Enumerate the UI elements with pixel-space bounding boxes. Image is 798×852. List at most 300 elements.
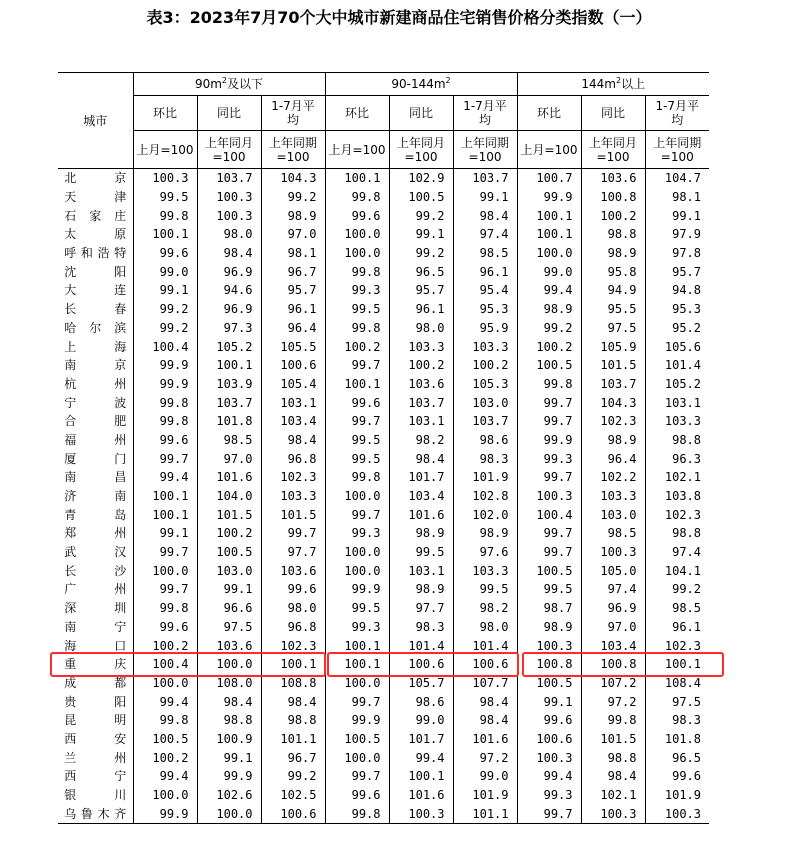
index-value: 100.0 — [133, 674, 197, 693]
index-value: 99.8 — [325, 262, 389, 281]
index-value: 99.7 — [517, 468, 581, 487]
index-value: 97.0 — [197, 449, 261, 468]
index-value: 103.1 — [261, 393, 325, 412]
city-name: 西安 — [64, 731, 127, 746]
index-value: 99.7 — [261, 524, 325, 543]
index-value: 97.3 — [197, 319, 261, 338]
index-value: 98.9 — [581, 244, 645, 263]
index-value: 103.1 — [645, 393, 709, 412]
index-value: 99.6 — [261, 580, 325, 599]
index-value: 99.0 — [133, 262, 197, 281]
index-value: 98.4 — [453, 692, 517, 711]
index-value: 100.1 — [325, 636, 389, 655]
index-value: 101.1 — [453, 804, 517, 823]
index-value: 97.0 — [581, 618, 645, 637]
index-value: 99.5 — [453, 580, 517, 599]
index-value: 97.5 — [197, 618, 261, 637]
city-name: 合肥 — [64, 414, 127, 429]
index-value: 103.3 — [645, 412, 709, 431]
city-name: 呼和浩特 — [64, 246, 127, 261]
index-value: 100.1 — [133, 505, 197, 524]
index-value: 98.4 — [197, 692, 261, 711]
index-value: 98.5 — [645, 599, 709, 618]
index-value: 97.6 — [453, 543, 517, 562]
index-value: 103.3 — [261, 487, 325, 506]
table-row — [58, 262, 709, 281]
city-name: 厦门 — [64, 451, 127, 466]
index-value: 100.1 — [517, 206, 581, 225]
group-header-medium: $90-144m^2$ — [325, 73, 517, 96]
index-value: 97.7 — [389, 599, 453, 618]
index-value: 99.2 — [389, 244, 453, 263]
index-value: 99.3 — [517, 786, 581, 805]
index-value: 99.7 — [325, 767, 389, 786]
index-value: 100.2 — [517, 337, 581, 356]
group-header-small: $90m^2$及以下 — [133, 73, 325, 96]
index-value: 103.0 — [581, 505, 645, 524]
index-value: 100.3 — [581, 543, 645, 562]
city-name: 福州 — [64, 432, 127, 447]
index-value: 101.5 — [581, 356, 645, 375]
index-value: 99.8 — [325, 804, 389, 823]
index-value: 100.6 — [261, 356, 325, 375]
table-row — [58, 169, 709, 188]
index-value: 100.3 — [133, 169, 197, 188]
city-name: 乌鲁木齐 — [58, 804, 133, 823]
index-value: 99.4 — [517, 767, 581, 786]
subheader-avg: 1-7月平 均 — [453, 96, 517, 131]
index-value: 97.4 — [645, 543, 709, 562]
table-row — [58, 561, 709, 580]
index-value: 96.4 — [581, 449, 645, 468]
index-value: 99.2 — [261, 188, 325, 207]
city-name: 宁波 — [64, 395, 127, 410]
table-row — [58, 319, 709, 338]
index-value: 100.1 — [197, 356, 261, 375]
highlight-box-medium — [327, 652, 519, 677]
index-value: 95.7 — [389, 281, 453, 300]
index-value: 103.0 — [197, 561, 261, 580]
table-row — [58, 505, 709, 524]
index-value: 99.5 — [325, 449, 389, 468]
index-value: 98.3 — [389, 618, 453, 637]
index-value: 99.7 — [133, 449, 197, 468]
index-value: 96.1 — [453, 262, 517, 281]
index-value: 98.4 — [453, 711, 517, 730]
index-value: 103.3 — [453, 561, 517, 580]
index-value: 104.7 — [645, 169, 709, 188]
index-value: 100.3 — [517, 636, 581, 655]
index-value: 100.0 — [325, 561, 389, 580]
index-value: 98.0 — [389, 319, 453, 338]
index-value: 99.7 — [133, 543, 197, 562]
index-value: 100.8 — [581, 655, 645, 674]
index-value: 100.2 — [325, 337, 389, 356]
index-value: 100.0 — [133, 786, 197, 805]
index-value: 100.0 — [325, 487, 389, 506]
index-value: 96.1 — [389, 300, 453, 319]
subheader-mom: 环比 — [133, 96, 197, 131]
index-value: 107.2 — [581, 674, 645, 693]
index-value: 100.1 — [325, 655, 389, 674]
index-value: 103.7 — [453, 412, 517, 431]
city-name: 长春 — [64, 302, 127, 317]
index-value: 99.1 — [517, 692, 581, 711]
index-value: 102.3 — [261, 636, 325, 655]
index-value: 99.1 — [645, 206, 709, 225]
city-name: 济南 — [64, 489, 127, 504]
index-value: 101.5 — [197, 505, 261, 524]
index-value: 100.3 — [517, 487, 581, 506]
index-value: 99.1 — [453, 188, 517, 207]
index-value: 100.1 — [133, 487, 197, 506]
index-value: 98.6 — [389, 692, 453, 711]
base-mom: 上月=100 — [517, 131, 581, 169]
index-value: 96.7 — [261, 748, 325, 767]
subheader-yoy: 同比 — [197, 96, 261, 131]
city-name: 南宁 — [64, 619, 127, 634]
index-value: 99.9 — [133, 356, 197, 375]
index-value: 100.5 — [517, 674, 581, 693]
table-row — [58, 206, 709, 225]
table-row — [58, 767, 709, 786]
index-value: 105.7 — [389, 674, 453, 693]
base-avg: 上年同期 =100 — [645, 131, 709, 169]
index-value: 100.3 — [581, 804, 645, 823]
index-value: 98.3 — [453, 449, 517, 468]
index-value: 99.1 — [133, 524, 197, 543]
index-value: 96.5 — [389, 262, 453, 281]
index-value: 105.3 — [453, 375, 517, 394]
index-value: 94.9 — [581, 281, 645, 300]
table-row — [58, 487, 709, 506]
index-value: 99.7 — [517, 804, 581, 823]
index-value: 101.6 — [197, 468, 261, 487]
index-value: 95.8 — [581, 262, 645, 281]
table-row — [58, 188, 709, 207]
index-value: 99.3 — [517, 449, 581, 468]
index-value: 95.7 — [261, 281, 325, 300]
index-value: 95.9 — [453, 319, 517, 338]
city-name: 石家庄 — [64, 208, 127, 223]
city-name: 西宁 — [64, 769, 127, 784]
index-value: 100.1 — [261, 655, 325, 674]
index-value: 96.5 — [645, 748, 709, 767]
index-value: 98.8 — [645, 431, 709, 450]
city-name: 南昌 — [64, 470, 127, 485]
index-value: 99.7 — [517, 543, 581, 562]
index-value: 99.7 — [325, 692, 389, 711]
index-value: 103.3 — [453, 337, 517, 356]
index-value: 100.6 — [389, 655, 453, 674]
index-value: 100.0 — [325, 543, 389, 562]
subheader-yoy: 同比 — [389, 96, 453, 131]
index-value: 101.6 — [453, 730, 517, 749]
index-value: 100.5 — [133, 730, 197, 749]
index-value: 100.3 — [645, 804, 709, 823]
index-value: 99.8 — [325, 468, 389, 487]
index-value: 98.9 — [453, 524, 517, 543]
table-row — [58, 468, 709, 487]
index-value: 99.4 — [517, 281, 581, 300]
index-value: 103.3 — [581, 487, 645, 506]
table-row — [58, 711, 709, 730]
index-value: 99.3 — [325, 281, 389, 300]
index-value: 100.6 — [261, 804, 325, 823]
city-name: 大连 — [64, 283, 127, 298]
index-value: 100.1 — [389, 767, 453, 786]
index-value: 99.6 — [133, 431, 197, 450]
index-value: 99.8 — [517, 375, 581, 394]
index-value: 96.1 — [645, 618, 709, 637]
base-avg: 上年同期 =100 — [453, 131, 517, 169]
index-value: 99.5 — [389, 543, 453, 562]
base-yoy: 上年同月 =100 — [389, 131, 453, 169]
index-value: 99.5 — [517, 580, 581, 599]
index-value: 101.9 — [453, 468, 517, 487]
city-name: 海口 — [64, 638, 127, 653]
index-value: 98.9 — [389, 524, 453, 543]
table-row — [58, 543, 709, 562]
index-value: 99.5 — [133, 188, 197, 207]
index-value: 99.8 — [133, 599, 197, 618]
index-value: 105.6 — [645, 337, 709, 356]
index-value: 100.3 — [197, 206, 261, 225]
index-value: 99.2 — [133, 319, 197, 338]
index-value: 102.1 — [645, 468, 709, 487]
index-value: 103.6 — [197, 636, 261, 655]
table-row — [58, 580, 709, 599]
index-value: 99.8 — [325, 188, 389, 207]
index-value: 96.9 — [197, 262, 261, 281]
city-name: 北京 — [64, 171, 127, 186]
index-value: 103.1 — [389, 561, 453, 580]
city-name: 重庆 — [64, 657, 127, 672]
city-name: 青岛 — [64, 507, 127, 522]
index-value: 99.7 — [325, 356, 389, 375]
index-value: 98.8 — [581, 748, 645, 767]
index-value: 100.0 — [517, 244, 581, 263]
table-row — [58, 618, 709, 637]
index-value: 101.8 — [197, 412, 261, 431]
index-value: 99.7 — [517, 412, 581, 431]
city-name: 深圳 — [64, 601, 127, 616]
index-value: 96.6 — [197, 599, 261, 618]
index-value: 99.7 — [325, 505, 389, 524]
index-value: 97.0 — [261, 225, 325, 244]
index-value: 99.9 — [517, 431, 581, 450]
index-value: 105.4 — [261, 375, 325, 394]
index-value: 100.5 — [517, 356, 581, 375]
index-value: 99.4 — [133, 692, 197, 711]
index-value: 98.9 — [517, 300, 581, 319]
index-value: 99.6 — [133, 618, 197, 637]
city-name: 贵阳 — [64, 694, 127, 709]
table-row — [58, 300, 709, 319]
index-value: 95.4 — [453, 281, 517, 300]
index-value: 98.9 — [581, 431, 645, 450]
index-value: 103.1 — [389, 412, 453, 431]
index-value: 96.7 — [261, 262, 325, 281]
index-value: 98.4 — [389, 449, 453, 468]
index-value: 105.2 — [645, 375, 709, 394]
city-name: 天津 — [64, 190, 127, 205]
index-value: 105.2 — [197, 337, 261, 356]
highlight-box-large — [522, 652, 724, 677]
index-value: 103.6 — [261, 561, 325, 580]
index-value: 94.6 — [197, 281, 261, 300]
index-value: 99.7 — [325, 412, 389, 431]
index-value: 102.3 — [261, 468, 325, 487]
index-value: 99.7 — [517, 524, 581, 543]
index-value: 98.9 — [389, 580, 453, 599]
subheader-mom: 环比 — [325, 96, 389, 131]
index-value: 101.9 — [453, 786, 517, 805]
table-row — [58, 244, 709, 263]
index-value: 100.5 — [197, 543, 261, 562]
index-value: 97.2 — [581, 692, 645, 711]
table-row — [58, 281, 709, 300]
index-value: 99.9 — [197, 767, 261, 786]
index-value: 103.8 — [645, 487, 709, 506]
index-value: 105.9 — [581, 337, 645, 356]
index-value: 98.8 — [581, 225, 645, 244]
index-value: 100.2 — [453, 356, 517, 375]
index-value: 103.7 — [197, 169, 261, 188]
index-value: 99.7 — [517, 393, 581, 412]
city-name: 兰州 — [64, 750, 127, 765]
index-value: 99.2 — [517, 319, 581, 338]
index-value: 97.9 — [645, 225, 709, 244]
index-value: 101.7 — [389, 730, 453, 749]
index-value: 99.2 — [645, 580, 709, 599]
table-row — [58, 786, 709, 805]
index-value: 97.4 — [581, 580, 645, 599]
index-value: 98.8 — [261, 711, 325, 730]
table-row — [58, 692, 709, 711]
index-value: 102.3 — [645, 505, 709, 524]
index-value: 101.4 — [389, 636, 453, 655]
index-value: 99.8 — [133, 711, 197, 730]
city-name: 昆明 — [64, 713, 127, 728]
index-value: 99.2 — [261, 767, 325, 786]
subheader-avg: 1-7月平 均 — [645, 96, 709, 131]
index-value: 99.1 — [197, 748, 261, 767]
city-name: 长沙 — [64, 563, 127, 578]
index-value: 99.2 — [133, 300, 197, 319]
index-value: 99.8 — [133, 206, 197, 225]
index-value: 95.3 — [645, 300, 709, 319]
table-row — [58, 524, 709, 543]
index-value: 98.3 — [645, 711, 709, 730]
index-value: 101.8 — [645, 730, 709, 749]
index-value: 100.2 — [197, 524, 261, 543]
index-value: 102.8 — [453, 487, 517, 506]
index-value: 100.1 — [133, 225, 197, 244]
index-value: 103.4 — [261, 412, 325, 431]
index-value: 99.8 — [581, 711, 645, 730]
city-name: 武汉 — [64, 545, 127, 560]
index-value: 97.7 — [261, 543, 325, 562]
index-value: 99.2 — [389, 206, 453, 225]
index-value: 107.7 — [453, 674, 517, 693]
index-value: 100.3 — [197, 188, 261, 207]
index-value: 100.1 — [325, 375, 389, 394]
subheader-mom: 环比 — [517, 96, 581, 131]
index-value: 99.5 — [325, 599, 389, 618]
index-value: 99.1 — [197, 580, 261, 599]
index-value: 108.8 — [261, 674, 325, 693]
index-value: 108.0 — [197, 674, 261, 693]
index-value: 98.4 — [261, 692, 325, 711]
index-value: 103.3 — [389, 337, 453, 356]
index-value: 104.3 — [261, 169, 325, 188]
index-value: 103.7 — [581, 375, 645, 394]
index-value: 99.5 — [325, 431, 389, 450]
index-value: 100.2 — [133, 636, 197, 655]
city-name: 沈阳 — [64, 264, 127, 279]
highlight-box-small — [50, 652, 326, 677]
index-value: 100.7 — [517, 169, 581, 188]
index-value: 98.6 — [453, 431, 517, 450]
index-value: 101.1 — [261, 730, 325, 749]
index-value: 97.8 — [645, 244, 709, 263]
index-value: 100.0 — [325, 674, 389, 693]
index-value: 98.5 — [197, 431, 261, 450]
index-value: 99.1 — [133, 281, 197, 300]
index-value: 100.0 — [197, 655, 261, 674]
index-value: 100.5 — [517, 561, 581, 580]
index-value: 105.0 — [581, 561, 645, 580]
index-value: 98.9 — [261, 206, 325, 225]
base-avg: 上年同期 =100 — [261, 131, 325, 169]
city-name: 太原 — [64, 227, 127, 242]
index-value: 99.0 — [453, 767, 517, 786]
index-value: 102.2 — [581, 468, 645, 487]
index-value: 100.8 — [581, 188, 645, 207]
index-value: 100.2 — [389, 356, 453, 375]
index-value: 99.8 — [325, 319, 389, 338]
index-value: 102.6 — [197, 786, 261, 805]
table-row — [58, 599, 709, 618]
index-value: 100.0 — [325, 748, 389, 767]
index-value: 99.9 — [133, 804, 197, 823]
index-value: 100.8 — [517, 655, 581, 674]
index-value: 99.6 — [325, 206, 389, 225]
index-value: 96.8 — [261, 618, 325, 637]
index-value: 99.8 — [133, 393, 197, 412]
index-value: 101.6 — [389, 786, 453, 805]
index-value: 99.5 — [325, 300, 389, 319]
index-value: 103.7 — [197, 393, 261, 412]
index-value: 99.3 — [325, 524, 389, 543]
subheader-avg: 1-7月平 均 — [261, 96, 325, 131]
index-value: 98.0 — [453, 618, 517, 637]
index-value: 102.0 — [453, 505, 517, 524]
index-value: 100.1 — [517, 225, 581, 244]
index-value: 99.9 — [517, 188, 581, 207]
index-value: 101.5 — [581, 730, 645, 749]
base-yoy: 上年同月 =100 — [197, 131, 261, 169]
index-value: 99.4 — [133, 468, 197, 487]
index-value: 101.6 — [389, 505, 453, 524]
index-value: 99.7 — [133, 580, 197, 599]
city-name: 哈尔滨 — [64, 320, 127, 335]
city-name: 南京 — [64, 358, 127, 373]
index-value: 95.7 — [645, 262, 709, 281]
index-value: 99.0 — [389, 711, 453, 730]
table-row — [58, 225, 709, 244]
